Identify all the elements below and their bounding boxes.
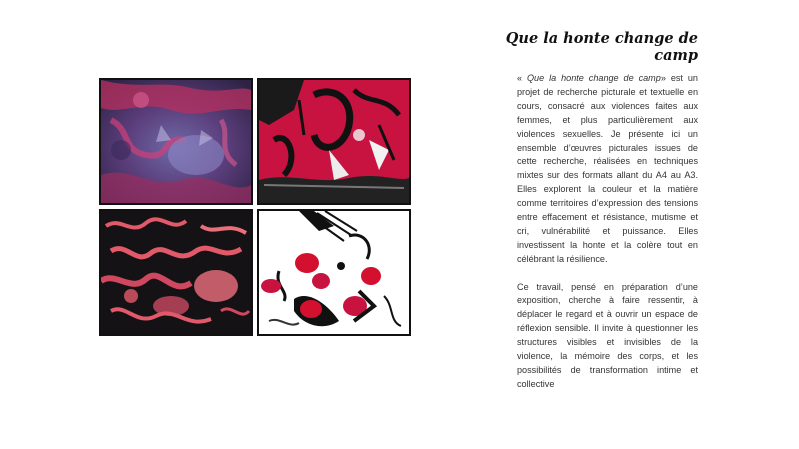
artwork-gallery — [99, 78, 413, 338]
second-paragraph: Ce travail, pensé en préparation d’une exposition, cherche à faire ressentir, à déplacer le regard et à ouvrir un espace de réflexion sensible. Il invite à questionner les structures visibles et invisibles de la violence, la mémoire des corps, et les possibilités de transformation intime et collective — [517, 281, 698, 389]
artwork-violet-wash-image — [101, 80, 251, 203]
intro-text: est un projet de recherche picturale et textuelle en cours, consacré aux violences faites aux femmes, et plus particulièrement aux violences sexuelles. Je présente ici un ensemble d’œuvres picturales issues de cette recherche, réalisées en techniques mixtes sur des formats allant du A4 au A3. Elles explorent la couleur et la matière comme territoires d’expression des tensions entre effacement et résistance, mutisme et cri, vulnérabilité et puissance. Elles investissent la honte et la colère tout en célébrant la résilience. — [517, 73, 698, 264]
artwork-crimson-gesture-image — [259, 80, 409, 203]
project-title-quote: Que la honte change de camp — [526, 73, 661, 83]
artwork-red-shapes[interactable] — [257, 209, 411, 336]
quote-open: « — [517, 73, 527, 83]
artwork-violet-wash[interactable] — [99, 78, 253, 205]
artwork-salmon-scribbles[interactable] — [99, 209, 253, 336]
page-title: Que la honte change de camp — [505, 30, 698, 64]
quote-close: » — [660, 73, 666, 83]
intro-paragraph — [517, 72, 698, 267]
project-description — [517, 72, 698, 406]
artwork-crimson-gesture[interactable] — [257, 78, 411, 205]
artwork-salmon-scribbles-image — [101, 211, 251, 334]
artwork-red-shapes-image — [259, 211, 409, 334]
